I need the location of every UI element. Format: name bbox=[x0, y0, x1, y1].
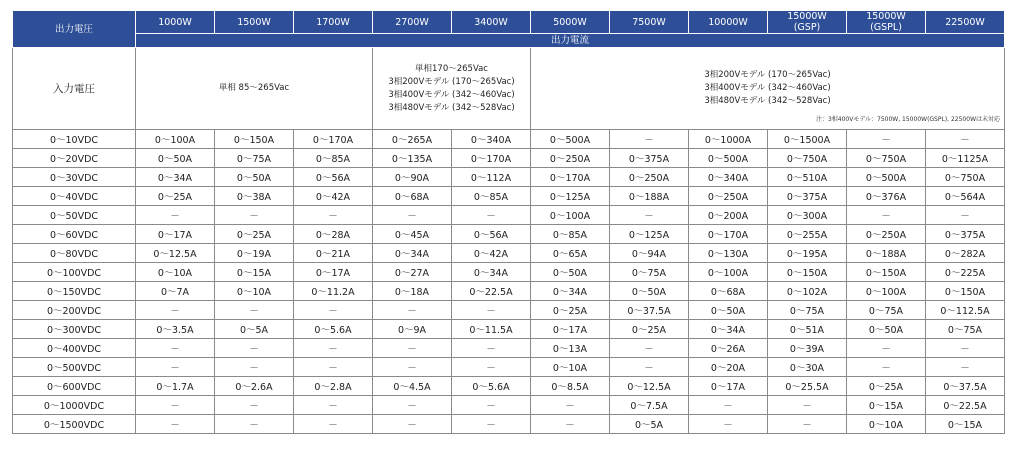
current-cell: 0～3.5A bbox=[136, 320, 215, 339]
table-row bbox=[13, 206, 1005, 225]
current-cell: － bbox=[452, 206, 531, 225]
current-cell: 0～300A bbox=[768, 206, 847, 225]
current-cell: 0～65A bbox=[531, 244, 610, 263]
output-voltage-cell: 0～50VDC bbox=[13, 206, 136, 225]
current-cell: － bbox=[136, 358, 215, 377]
output-voltage-cell: 0～600VDC bbox=[13, 377, 136, 396]
current-cell: － bbox=[215, 415, 294, 434]
current-cell: 0～85A bbox=[452, 187, 531, 206]
current-cell: 0～17A bbox=[136, 225, 215, 244]
current-cell: 0～500A bbox=[847, 168, 926, 187]
table-row bbox=[13, 149, 1005, 168]
current-cell: － bbox=[926, 339, 1005, 358]
current-cell: 0～8.5A bbox=[531, 377, 610, 396]
current-cell: 0～750A bbox=[926, 168, 1005, 187]
table-row bbox=[13, 168, 1005, 187]
current-cell: － bbox=[926, 130, 1005, 149]
current-cell: 0～75A bbox=[926, 320, 1005, 339]
current-cell: 0～130A bbox=[689, 244, 768, 263]
current-cell: － bbox=[136, 415, 215, 434]
current-cell: 0～5.6A bbox=[452, 377, 531, 396]
output-voltage-cell: 0～1500VDC bbox=[13, 415, 136, 434]
current-cell: 0～50A bbox=[215, 168, 294, 187]
current-cell: － bbox=[136, 206, 215, 225]
current-cell: － bbox=[294, 396, 373, 415]
input-voltage-group-3 bbox=[531, 48, 1005, 130]
model-header: 1500W bbox=[215, 11, 294, 34]
current-cell: － bbox=[294, 358, 373, 377]
current-cell: 0～250A bbox=[610, 168, 689, 187]
current-cell: 0～68A bbox=[373, 187, 452, 206]
current-cell: 0～12.5A bbox=[136, 244, 215, 263]
current-cell: － bbox=[768, 415, 847, 434]
current-cell: 0～500A bbox=[531, 130, 610, 149]
table-row bbox=[13, 244, 1005, 263]
current-cell: － bbox=[452, 415, 531, 434]
current-cell: 0～150A bbox=[926, 282, 1005, 301]
output-current-row bbox=[13, 34, 1005, 48]
current-cell: － bbox=[926, 206, 1005, 225]
input-voltage-group-3-text: 3相200Vモデル (170～265Vac) 3相400Vモデル (342～460Vac) 3相480Vモデル (342～528Vac) bbox=[704, 70, 831, 106]
output-voltage-cell: 0～100VDC bbox=[13, 263, 136, 282]
current-cell: 0～15A bbox=[926, 415, 1005, 434]
current-cell: － bbox=[847, 339, 926, 358]
current-cell: 0～375A bbox=[926, 225, 1005, 244]
output-voltage-header: 出力電圧 bbox=[13, 11, 136, 48]
current-cell: － bbox=[215, 396, 294, 415]
current-cell: 0～7.5A bbox=[610, 396, 689, 415]
spec-sheet bbox=[12, 10, 1005, 434]
current-cell: 0～11.5A bbox=[452, 320, 531, 339]
current-cell: 0～17A bbox=[689, 377, 768, 396]
current-cell: 0～51A bbox=[768, 320, 847, 339]
current-cell: 0～75A bbox=[610, 263, 689, 282]
current-cell: 0～10A bbox=[531, 358, 610, 377]
model-header: 2700W bbox=[373, 11, 452, 34]
current-cell: 0～25A bbox=[215, 225, 294, 244]
current-cell: 0～250A bbox=[531, 149, 610, 168]
current-cell: 0～85A bbox=[531, 225, 610, 244]
model-header: 15000W (GSPL) bbox=[847, 11, 926, 34]
current-cell: － bbox=[926, 358, 1005, 377]
current-cell: 0～15A bbox=[847, 396, 926, 415]
current-cell: 0～102A bbox=[768, 282, 847, 301]
output-voltage-cell: 0～400VDC bbox=[13, 339, 136, 358]
current-cell: 0～125A bbox=[610, 225, 689, 244]
current-cell: － bbox=[531, 415, 610, 434]
current-cell: － bbox=[452, 396, 531, 415]
current-cell: 0～34A bbox=[373, 244, 452, 263]
table-row bbox=[13, 377, 1005, 396]
output-voltage-cell: 0～40VDC bbox=[13, 187, 136, 206]
current-cell: 0～25.5A bbox=[768, 377, 847, 396]
current-cell: － bbox=[452, 339, 531, 358]
current-cell: 0～25A bbox=[531, 301, 610, 320]
current-cell: 0～100A bbox=[136, 130, 215, 149]
table-row bbox=[13, 282, 1005, 301]
output-voltage-cell: 0～80VDC bbox=[13, 244, 136, 263]
current-cell: 0～250A bbox=[847, 225, 926, 244]
current-cell: 0～510A bbox=[768, 168, 847, 187]
current-cell: 0～375A bbox=[768, 187, 847, 206]
current-cell: 0～50A bbox=[136, 149, 215, 168]
current-cell: － bbox=[373, 396, 452, 415]
current-cell: 0～170A bbox=[689, 225, 768, 244]
current-cell: 0～17A bbox=[294, 263, 373, 282]
current-cell: 0～38A bbox=[215, 187, 294, 206]
current-cell: － bbox=[847, 206, 926, 225]
current-cell: 0～50A bbox=[531, 263, 610, 282]
current-cell: 0～1500A bbox=[768, 130, 847, 149]
current-cell: 0～265A bbox=[373, 130, 452, 149]
current-cell: － bbox=[610, 206, 689, 225]
current-cell: － bbox=[452, 301, 531, 320]
output-voltage-cell: 0～60VDC bbox=[13, 225, 136, 244]
current-cell: 0～564A bbox=[926, 187, 1005, 206]
current-cell: 0～500A bbox=[689, 149, 768, 168]
output-voltage-cell: 0～300VDC bbox=[13, 320, 136, 339]
current-cell: － bbox=[452, 358, 531, 377]
current-cell: 0～50A bbox=[610, 282, 689, 301]
current-cell: 0～150A bbox=[847, 263, 926, 282]
model-header: 15000W (GSP) bbox=[768, 11, 847, 34]
current-cell: 0～37.5A bbox=[610, 301, 689, 320]
current-cell: 0～5A bbox=[610, 415, 689, 434]
current-cell: 0～1.7A bbox=[136, 377, 215, 396]
current-cell: 0～100A bbox=[531, 206, 610, 225]
current-cell: 0～94A bbox=[610, 244, 689, 263]
current-cell: 0～12.5A bbox=[610, 377, 689, 396]
current-cell: 0～34A bbox=[452, 263, 531, 282]
current-cell: － bbox=[294, 415, 373, 434]
model-header: 10000W bbox=[689, 11, 768, 34]
current-cell: 0～112A bbox=[452, 168, 531, 187]
current-cell: 0～750A bbox=[768, 149, 847, 168]
table-row bbox=[13, 130, 1005, 149]
current-cell: － bbox=[215, 358, 294, 377]
table-row bbox=[13, 187, 1005, 206]
current-cell: 0～1000A bbox=[689, 130, 768, 149]
table-row bbox=[13, 320, 1005, 339]
current-cell: 0～25A bbox=[847, 377, 926, 396]
current-cell: 0～11.2A bbox=[294, 282, 373, 301]
current-cell: 0～39A bbox=[768, 339, 847, 358]
current-cell: 0～25A bbox=[610, 320, 689, 339]
table-row bbox=[13, 358, 1005, 377]
output-current-header: 出力電流 bbox=[136, 34, 1005, 48]
current-cell: 0～34A bbox=[531, 282, 610, 301]
model-header: 5000W bbox=[531, 11, 610, 34]
current-cell: 0～225A bbox=[926, 263, 1005, 282]
current-cell: 0～10A bbox=[215, 282, 294, 301]
current-cell: 0～30A bbox=[768, 358, 847, 377]
current-cell: 0～19A bbox=[215, 244, 294, 263]
current-cell: 0～26A bbox=[689, 339, 768, 358]
current-cell: － bbox=[215, 339, 294, 358]
output-voltage-cell: 0～20VDC bbox=[13, 149, 136, 168]
current-cell: － bbox=[373, 415, 452, 434]
current-cell: 0～250A bbox=[689, 187, 768, 206]
current-cell: 0～34A bbox=[136, 168, 215, 187]
current-cell: 0～28A bbox=[294, 225, 373, 244]
current-cell: 0～150A bbox=[215, 130, 294, 149]
current-cell: 0～200A bbox=[689, 206, 768, 225]
current-cell: 0～188A bbox=[610, 187, 689, 206]
current-cell: － bbox=[215, 301, 294, 320]
current-cell: 0～188A bbox=[847, 244, 926, 263]
current-cell: 0～18A bbox=[373, 282, 452, 301]
current-cell: 0～50A bbox=[689, 301, 768, 320]
output-voltage-cell: 0～150VDC bbox=[13, 282, 136, 301]
current-cell: 0～170A bbox=[294, 130, 373, 149]
output-voltage-cell: 0～10VDC bbox=[13, 130, 136, 149]
table-row bbox=[13, 301, 1005, 320]
current-cell: 0～42A bbox=[294, 187, 373, 206]
current-cell: － bbox=[373, 301, 452, 320]
current-cell: － bbox=[847, 130, 926, 149]
output-voltage-cell: 0～200VDC bbox=[13, 301, 136, 320]
current-cell: 0～10A bbox=[136, 263, 215, 282]
current-cell: 0～170A bbox=[452, 149, 531, 168]
current-cell: 0～195A bbox=[768, 244, 847, 263]
current-cell: 0～27A bbox=[373, 263, 452, 282]
current-spec-table bbox=[12, 10, 1005, 434]
current-cell: － bbox=[610, 339, 689, 358]
input-voltage-note: 注：3相400Vモデル：7500W, 15000W(GSPL), 22500Wは未対応 bbox=[815, 116, 1000, 123]
current-cell: 0～7A bbox=[136, 282, 215, 301]
current-cell: 0～10A bbox=[847, 415, 926, 434]
current-cell: － bbox=[610, 358, 689, 377]
current-cell: 0～37.5A bbox=[926, 377, 1005, 396]
current-cell: － bbox=[531, 396, 610, 415]
current-cell: 0～135A bbox=[373, 149, 452, 168]
table-row bbox=[13, 415, 1005, 434]
model-header: 22500W bbox=[926, 11, 1005, 34]
current-cell: 0～45A bbox=[373, 225, 452, 244]
current-cell: 0～13A bbox=[531, 339, 610, 358]
current-cell: － bbox=[294, 301, 373, 320]
current-cell: － bbox=[294, 206, 373, 225]
current-cell: 0～5A bbox=[215, 320, 294, 339]
current-cell: 0～4.5A bbox=[373, 377, 452, 396]
output-voltage-cell: 0～30VDC bbox=[13, 168, 136, 187]
current-cell: 0～25A bbox=[136, 187, 215, 206]
table-row bbox=[13, 263, 1005, 282]
current-cell: 0～376A bbox=[847, 187, 926, 206]
current-cell: － bbox=[689, 415, 768, 434]
model-header: 1000W bbox=[136, 11, 215, 34]
current-cell: 0～20A bbox=[689, 358, 768, 377]
current-cell: 0～75A bbox=[847, 301, 926, 320]
current-cell: 0～56A bbox=[452, 225, 531, 244]
current-cell: 0～34A bbox=[689, 320, 768, 339]
current-cell: 0～170A bbox=[531, 168, 610, 187]
current-cell: 0～375A bbox=[610, 149, 689, 168]
current-cell: 0～42A bbox=[452, 244, 531, 263]
current-cell: 0～750A bbox=[847, 149, 926, 168]
current-cell: 0～15A bbox=[215, 263, 294, 282]
current-cell: 0～75A bbox=[215, 149, 294, 168]
current-cell: 0～22.5A bbox=[452, 282, 531, 301]
model-header-row bbox=[13, 11, 1005, 34]
current-cell: 0～2.6A bbox=[215, 377, 294, 396]
input-voltage-row bbox=[13, 48, 1005, 130]
model-header: 7500W bbox=[610, 11, 689, 34]
current-cell: 0～2.8A bbox=[294, 377, 373, 396]
current-cell: － bbox=[373, 358, 452, 377]
output-voltage-cell: 0～500VDC bbox=[13, 358, 136, 377]
current-cell: 0～150A bbox=[768, 263, 847, 282]
current-cell: 0～100A bbox=[847, 282, 926, 301]
current-cell: 0～22.5A bbox=[926, 396, 1005, 415]
table-row bbox=[13, 339, 1005, 358]
current-cell: 0～282A bbox=[926, 244, 1005, 263]
model-header: 3400W bbox=[452, 11, 531, 34]
current-cell: － bbox=[215, 206, 294, 225]
current-cell: － bbox=[136, 396, 215, 415]
current-cell: － bbox=[136, 339, 215, 358]
current-cell: － bbox=[689, 396, 768, 415]
current-cell: 0～90A bbox=[373, 168, 452, 187]
table-row bbox=[13, 396, 1005, 415]
current-cell: 0～5.6A bbox=[294, 320, 373, 339]
output-voltage-cell: 0～1000VDC bbox=[13, 396, 136, 415]
model-header: 1700W bbox=[294, 11, 373, 34]
input-voltage-group-1: 単相 85～265Vac bbox=[136, 48, 373, 130]
current-cell: 0～340A bbox=[452, 130, 531, 149]
current-cell: － bbox=[768, 396, 847, 415]
current-cell: 0～17A bbox=[531, 320, 610, 339]
current-cell: 0～112.5A bbox=[926, 301, 1005, 320]
input-voltage-label: 入力電圧 bbox=[13, 48, 136, 130]
current-cell: 0～75A bbox=[768, 301, 847, 320]
current-cell: 0～9A bbox=[373, 320, 452, 339]
current-cell: － bbox=[610, 130, 689, 149]
current-cell: 0～125A bbox=[531, 187, 610, 206]
current-cell: 0～68A bbox=[689, 282, 768, 301]
current-cell: 0～85A bbox=[294, 149, 373, 168]
current-cell: 0～340A bbox=[689, 168, 768, 187]
table-row bbox=[13, 225, 1005, 244]
current-cell: － bbox=[847, 358, 926, 377]
current-cell: 0～21A bbox=[294, 244, 373, 263]
current-cell: － bbox=[373, 206, 452, 225]
current-cell: 0～1125A bbox=[926, 149, 1005, 168]
current-cell: － bbox=[294, 339, 373, 358]
current-cell: － bbox=[136, 301, 215, 320]
input-voltage-group-2: 単相170～265Vac 3相200Vモデル (170～265Vac) 3相400Vモデル (342～460Vac) 3相480Vモデル (342～528Vac) bbox=[373, 48, 531, 130]
current-cell: 0～50A bbox=[847, 320, 926, 339]
current-cell: － bbox=[373, 339, 452, 358]
current-cell: 0～56A bbox=[294, 168, 373, 187]
current-cell: 0～255A bbox=[768, 225, 847, 244]
current-cell: 0～100A bbox=[689, 263, 768, 282]
